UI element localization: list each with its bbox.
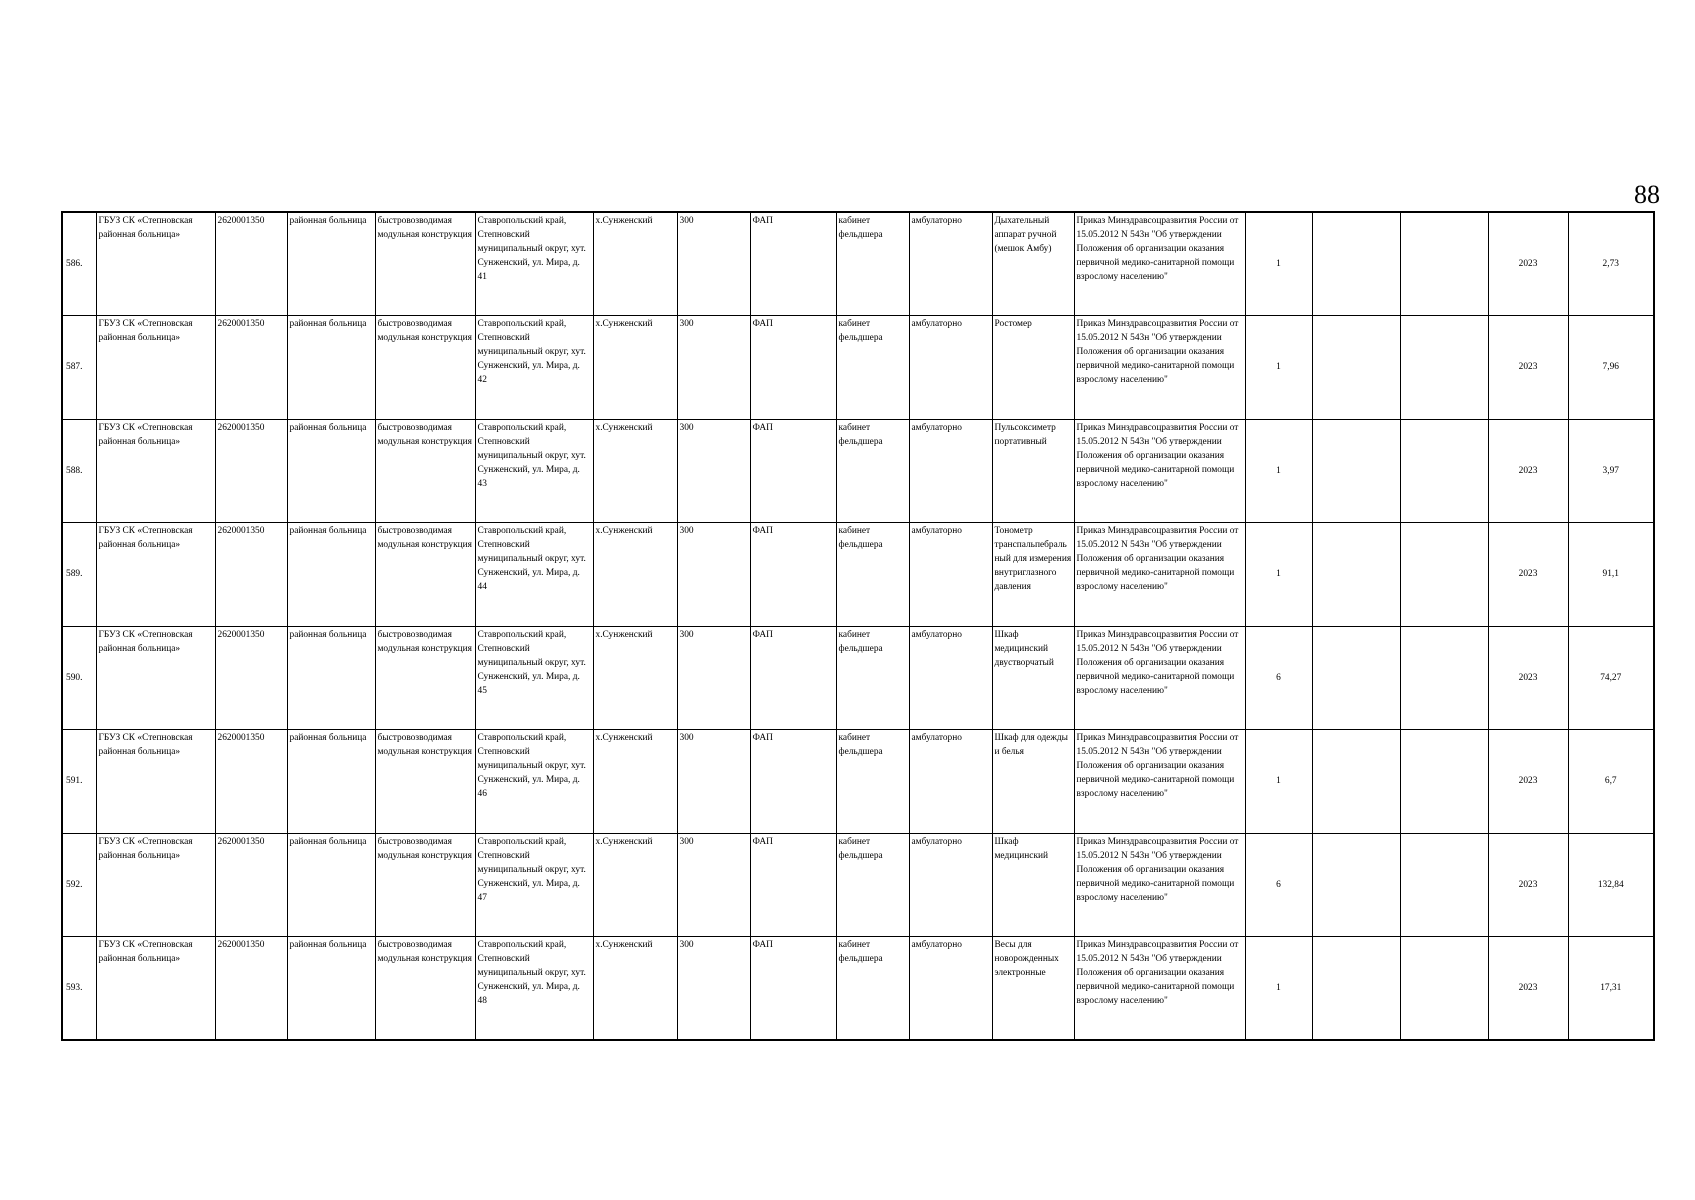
settlement: х.Сунженский [593, 833, 677, 937]
row-number: 593. [62, 937, 96, 1041]
empty-cell [1312, 730, 1400, 834]
table-row [62, 626, 1654, 730]
settlement: х.Сунженский [593, 316, 677, 420]
population: 300 [677, 730, 750, 834]
inn-code: 2620001350 [215, 626, 287, 730]
equipment-name: Ростомер [992, 316, 1074, 420]
empty-cell [1312, 212, 1400, 316]
unit-type: ФАП [750, 833, 836, 937]
population: 300 [677, 212, 750, 316]
settlement: х.Сунженский [593, 523, 677, 627]
empty-cell [1312, 316, 1400, 420]
regulation-reference: Приказ Минздравсоцразвития России от 15.05.2012 N 543н "Об утверждении Положения об организации оказания первичной медико-санитарной помощи взрослому населению" [1074, 937, 1245, 1041]
table-row [62, 316, 1654, 420]
regulation-reference: Приказ Минздравсоцразвития России от 15.05.2012 N 543н "Об утверждении Положения об организации оказания первичной медико-санитарной помощи взрослому населению" [1074, 419, 1245, 523]
care-form: амбулаторно [909, 730, 992, 834]
quantity: 1 [1245, 937, 1312, 1041]
address: Ставропольский край, Степновский муниципальный округ, хут. Сунженский, ул. Мира, д. 41 [475, 212, 593, 316]
settlement: х.Сунженский [593, 937, 677, 1041]
empty-cell [1312, 626, 1400, 730]
cost: 91,1 [1568, 523, 1654, 627]
room-name: кабинет фельдшера [836, 626, 909, 730]
unit-type: ФАП [750, 626, 836, 730]
cost: 132,84 [1568, 833, 1654, 937]
year: 2023 [1488, 523, 1568, 627]
quantity: 6 [1245, 833, 1312, 937]
settlement: х.Сунженский [593, 419, 677, 523]
room-name: кабинет фельдшера [836, 212, 909, 316]
room-name: кабинет фельдшера [836, 833, 909, 937]
facility-type: районная больница [287, 626, 375, 730]
year: 2023 [1488, 626, 1568, 730]
row-number: 591. [62, 730, 96, 834]
equipment-register-table [61, 211, 1655, 1041]
settlement: х.Сунженский [593, 730, 677, 834]
empty-cell [1400, 523, 1488, 627]
address: Ставропольский край, Степновский муниципальный округ, хут. Сунженский, ул. Мира, д. 48 [475, 937, 593, 1041]
construction-type: быстровозводимая модульная конструкция [375, 316, 475, 420]
organization-name: ГБУЗ СК «Степновская районная больница» [96, 937, 215, 1041]
year: 2023 [1488, 316, 1568, 420]
unit-type: ФАП [750, 730, 836, 834]
empty-cell [1400, 833, 1488, 937]
population: 300 [677, 833, 750, 937]
room-name: кабинет фельдшера [836, 937, 909, 1041]
facility-type: районная больница [287, 419, 375, 523]
empty-cell [1400, 212, 1488, 316]
facility-type: районная больница [287, 316, 375, 420]
row-number: 589. [62, 523, 96, 627]
facility-type: районная больница [287, 937, 375, 1041]
quantity: 1 [1245, 523, 1312, 627]
cost: 3,97 [1568, 419, 1654, 523]
construction-type: быстровозводимая модульная конструкция [375, 937, 475, 1041]
population: 300 [677, 316, 750, 420]
address: Ставропольский край, Степновский муниципальный округ, хут. Сунженский, ул. Мира, д. 42 [475, 316, 593, 420]
care-form: амбулаторно [909, 523, 992, 627]
organization-name: ГБУЗ СК «Степновская районная больница» [96, 316, 215, 420]
inn-code: 2620001350 [215, 523, 287, 627]
regulation-reference: Приказ Минздравсоцразвития России от 15.05.2012 N 543н "Об утверждении Положения об организации оказания первичной медико-санитарной помощи взрослому населению" [1074, 730, 1245, 834]
row-number: 590. [62, 626, 96, 730]
year: 2023 [1488, 730, 1568, 834]
empty-cell [1400, 937, 1488, 1041]
quantity: 1 [1245, 419, 1312, 523]
table-row [62, 730, 1654, 834]
table-row [62, 833, 1654, 937]
cost: 6,7 [1568, 730, 1654, 834]
care-form: амбулаторно [909, 419, 992, 523]
equipment-name: Шкаф медицинский двустворчатый [992, 626, 1074, 730]
facility-type: районная больница [287, 212, 375, 316]
row-number: 587. [62, 316, 96, 420]
organization-name: ГБУЗ СК «Степновская районная больница» [96, 833, 215, 937]
unit-type: ФАП [750, 419, 836, 523]
equipment-name: Пульсоксиметр портативный [992, 419, 1074, 523]
equipment-name: Шкаф медицинский [992, 833, 1074, 937]
facility-type: районная больница [287, 523, 375, 627]
year: 2023 [1488, 833, 1568, 937]
empty-cell [1400, 730, 1488, 834]
quantity: 1 [1245, 212, 1312, 316]
equipment-name: Весы для новорожденных электронные [992, 937, 1074, 1041]
construction-type: быстровозводимая модульная конструкция [375, 833, 475, 937]
empty-cell [1312, 937, 1400, 1041]
cost: 2,73 [1568, 212, 1654, 316]
room-name: кабинет фельдшера [836, 523, 909, 627]
room-name: кабинет фельдшера [836, 419, 909, 523]
regulation-reference: Приказ Минздравсоцразвития России от 15.05.2012 N 543н "Об утверждении Положения об организации оказания первичной медико-санитарной помощи взрослому населению" [1074, 833, 1245, 937]
population: 300 [677, 937, 750, 1041]
inn-code: 2620001350 [215, 212, 287, 316]
empty-cell [1312, 419, 1400, 523]
row-number: 592. [62, 833, 96, 937]
cost: 7,96 [1568, 316, 1654, 420]
construction-type: быстровозводимая модульная конструкция [375, 212, 475, 316]
inn-code: 2620001350 [215, 316, 287, 420]
table-row [62, 212, 1654, 316]
unit-type: ФАП [750, 212, 836, 316]
care-form: амбулаторно [909, 937, 992, 1041]
row-number: 586. [62, 212, 96, 316]
year: 2023 [1488, 937, 1568, 1041]
cost: 17,31 [1568, 937, 1654, 1041]
room-name: кабинет фельдшера [836, 730, 909, 834]
unit-type: ФАП [750, 316, 836, 420]
care-form: амбулаторно [909, 316, 992, 420]
regulation-reference: Приказ Минздравсоцразвития России от 15.05.2012 N 543н "Об утверждении Положения об организации оказания первичной медико-санитарной помощи взрослому населению" [1074, 316, 1245, 420]
empty-cell [1312, 523, 1400, 627]
organization-name: ГБУЗ СК «Степновская районная больница» [96, 419, 215, 523]
inn-code: 2620001350 [215, 937, 287, 1041]
cost: 74,27 [1568, 626, 1654, 730]
construction-type: быстровозводимая модульная конструкция [375, 523, 475, 627]
unit-type: ФАП [750, 523, 836, 627]
organization-name: ГБУЗ СК «Степновская районная больница» [96, 212, 215, 316]
population: 300 [677, 523, 750, 627]
empty-cell [1400, 419, 1488, 523]
inn-code: 2620001350 [215, 730, 287, 834]
population: 300 [677, 626, 750, 730]
address: Ставропольский край, Степновский муниципальный округ, хут. Сунженский, ул. Мира, д. 43 [475, 419, 593, 523]
facility-type: районная больница [287, 730, 375, 834]
construction-type: быстровозводимая модульная конструкция [375, 730, 475, 834]
care-form: амбулаторно [909, 833, 992, 937]
equipment-name: Шкаф для одежды и белья [992, 730, 1074, 834]
room-name: кабинет фельдшера [836, 316, 909, 420]
care-form: амбулаторно [909, 212, 992, 316]
inn-code: 2620001350 [215, 833, 287, 937]
organization-name: ГБУЗ СК «Степновская районная больница» [96, 523, 215, 627]
year: 2023 [1488, 212, 1568, 316]
address: Ставропольский край, Степновский муниципальный округ, хут. Сунженский, ул. Мира, д. 47 [475, 833, 593, 937]
settlement: х.Сунженский [593, 626, 677, 730]
settlement: х.Сунженский [593, 212, 677, 316]
empty-cell [1400, 626, 1488, 730]
address: Ставропольский край, Степновский муниципальный округ, хут. Сунженский, ул. Мира, д. 46 [475, 730, 593, 834]
empty-cell [1400, 316, 1488, 420]
regulation-reference: Приказ Минздравсоцразвития России от 15.05.2012 N 543н "Об утверждении Положения об организации оказания первичной медико-санитарной помощи взрослому населению" [1074, 626, 1245, 730]
quantity: 6 [1245, 626, 1312, 730]
equipment-name: Дыхательный аппарат ручной (мешок Амбу) [992, 212, 1074, 316]
equipment-name: Тонометр транспальпебральный для измерения внутриглазного давления [992, 523, 1074, 627]
row-number: 588. [62, 419, 96, 523]
address: Ставропольский край, Степновский муниципальный округ, хут. Сунженский, ул. Мира, д. 44 [475, 523, 593, 627]
table-row [62, 523, 1654, 627]
facility-type: районная больница [287, 833, 375, 937]
table-row [62, 419, 1654, 523]
year: 2023 [1488, 419, 1568, 523]
construction-type: быстровозводимая модульная конструкция [375, 626, 475, 730]
page-number: 88 [1634, 180, 1660, 209]
regulation-reference: Приказ Минздравсоцразвития России от 15.05.2012 N 543н "Об утверждении Положения об организации оказания первичной медико-санитарной помощи взрослому населению" [1074, 212, 1245, 316]
regulation-reference: Приказ Минздравсоцразвития России от 15.05.2012 N 543н "Об утверждении Положения об организации оказания первичной медико-санитарной помощи взрослому населению" [1074, 523, 1245, 627]
population: 300 [677, 419, 750, 523]
inn-code: 2620001350 [215, 419, 287, 523]
quantity: 1 [1245, 316, 1312, 420]
organization-name: ГБУЗ СК «Степновская районная больница» [96, 730, 215, 834]
construction-type: быстровозводимая модульная конструкция [375, 419, 475, 523]
unit-type: ФАП [750, 937, 836, 1041]
address: Ставропольский край, Степновский муниципальный округ, хут. Сунженский, ул. Мира, д. 45 [475, 626, 593, 730]
quantity: 1 [1245, 730, 1312, 834]
care-form: амбулаторно [909, 626, 992, 730]
table-row [62, 937, 1654, 1041]
empty-cell [1312, 833, 1400, 937]
organization-name: ГБУЗ СК «Степновская районная больница» [96, 626, 215, 730]
